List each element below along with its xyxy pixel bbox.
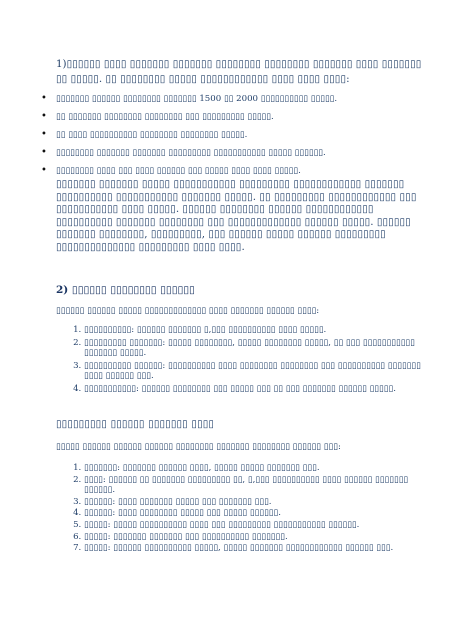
list-item: 1. ▯▯▯▯▯▯▯: ▯▯▯▯▯▯▯ ▯▯▯▯▯▯ ▯▯▯▯, ▯▯▯▯▯ ▯▯▯▯▯ ▯▯▯▯▯▯▯ ▯▯▯.	[84, 463, 428, 474]
intro-paragraph: 1)▯▯▯▯▯▯ ▯▯▯▯ ▯▯▯▯▯▯▯ ▯▯▯▯▯▯▯ ▯▯▯▯▯▯▯▯ ▯▯▯▯▯▯▯▯ ▯▯▯▯▯▯▯ ▯▯▯▯ ▯▯▯▯▯▯▯ ▯▯ ▯▯▯▯▯. ▯▯ ▯▯▯▯▯▯▯▯ ▯▯▯▯▯ ▯▯▯▯▯▯▯▯▯▯▯▯ ▯▯▯▯ ▯▯▯▯ ▯▯▯▯:	[56, 58, 422, 85]
section-intro: ▯▯▯▯▯▯ ▯▯▯▯▯▯ ▯▯▯▯▯ ▯▯▯▯▯▯▯▯▯▯▯▯▯ ▯▯▯▯ ▯▯▯▯▯▯▯ ▯▯▯▯▯▯ ▯▯▯▯:	[56, 306, 320, 316]
list-item: • ▯▯▯▯▯▯▯▯ ▯▯▯▯▯▯▯ ▯▯▯▯▯▯▯ ▯▯▯▯▯▯▯▯▯ ▯▯▯▯▯▯▯▯▯▯▯ ▯▯▯▯▯ ▯▯▯▯▯▯.	[56, 147, 428, 159]
list-item: 2. ▯▯▯▯▯▯▯▯▯ ▯▯▯▯▯▯▯: ▯▯▯▯▯ ▯▯▯▯▯▯▯▯, ▯▯▯▯▯ ▯▯▯▯▯▯▯▯ ▯▯▯▯▯, ▯▯ ▯▯▯ ▯▯▯▯▯▯▯▯▯▯▯ ▯▯▯▯▯▯▯ ▯▯▯▯▯.	[84, 338, 428, 359]
numbered-list	[56, 325, 428, 396]
list-item-text: ▯▯▯▯▯▯▯▯ ▯▯▯▯ ▯▯▯ ▯▯▯▯ ▯▯▯▯▯▯ ▯▯▯ ▯▯▯▯▯ ▯▯▯▯ ▯▯▯▯ ▯▯▯▯▯.	[56, 166, 301, 176]
list-item: 3. ▯▯▯▯▯▯▯▯▯▯ ▯▯▯▯▯▯: ▯▯▯▯▯▯▯▯▯▯ ▯▯▯▯ ▯▯▯▯▯▯▯▯ ▯▯▯▯▯▯▯▯ ▯▯▯ ▯▯▯▯▯▯▯▯▯▯ ▯▯▯▯▯▯▯ ▯▯▯▯ ▯▯▯▯▯▯ ▯▯▯.	[84, 361, 428, 382]
list-item: • ▯▯ ▯▯▯▯ ▯▯▯▯▯▯▯▯▯▯ ▯▯▯▯▯▯▯▯ ▯▯▯▯▯▯▯▯ ▯▯▯▯▯.	[56, 129, 428, 141]
section-heading: 2) ▯▯▯▯▯▯ ▯▯▯▯▯▯▯▯ ▯▯▯▯▯▯	[56, 284, 195, 296]
list-item: 6. ▯▯▯▯▯: ▯▯▯▯▯▯▯ ▯▯▯▯▯▯▯ ▯▯▯ ▯▯▯▯▯▯▯▯▯▯ ▯▯▯▯▯▯▯.	[84, 532, 428, 543]
list-item: • ▯▯▯▯▯▯▯ ▯▯▯▯▯▯ ▯▯▯▯▯▯▯▯ ▯▯▯▯▯▯▯ 1500 ▯▯ 2000 ▯▯▯▯▯▯▯▯▯▯ ▯▯▯▯▯.	[56, 93, 428, 105]
list-item: 3. ▯▯▯▯▯▯: ▯▯▯▯ ▯▯▯▯▯▯▯ ▯▯▯▯▯ ▯▯▯ ▯▯▯▯▯▯▯ ▯▯▯.	[84, 497, 428, 508]
numbered-list	[56, 463, 428, 555]
requirements-bullet-list	[56, 93, 428, 253]
list-item	[56, 165, 428, 253]
continuation-paragraph: ▯▯▯▯▯▯▯ ▯▯▯▯▯▯▯ ▯▯▯▯▯ ▯▯▯▯▯▯▯▯▯▯▯ ▯▯▯▯▯▯▯▯▯ ▯▯▯▯▯▯▯▯▯▯▯▯ ▯▯▯▯▯▯▯ ▯▯▯▯▯▯▯▯▯▯ ▯▯▯▯▯▯▯▯▯▯▯ ▯▯▯▯▯▯▯ ▯▯▯▯▯. ▯▯ ▯▯▯▯▯▯▯▯▯ ▯▯▯▯▯▯▯▯▯▯▯▯ ▯▯▯ ▯▯▯▯▯▯▯▯▯▯▯ ▯▯▯▯ ▯▯▯▯▯. ▯▯▯▯▯▯ ▯▯▯▯▯▯▯▯ ▯▯▯▯▯▯ ▯▯▯▯▯▯▯▯▯▯▯▯ ▯▯▯▯▯▯▯▯▯▯ ▯▯▯▯▯▯▯ ▯▯▯▯▯▯▯▯ ▯▯▯ ▯▯▯▯▯▯▯▯▯▯▯▯▯ ▯▯▯▯▯▯ ▯▯▯▯▯. ▯▯▯▯▯▯ ▯▯▯▯▯▯▯ ▯▯▯▯▯▯▯▯, ▯▯▯▯▯▯▯▯▯, ▯▯▯ ▯▯▯▯▯▯ ▯▯▯▯▯ ▯▯▯▯▯▯ ▯▯▯▯▯▯▯▯▯ ▯▯▯▯▯▯▯▯▯▯▯▯▯▯ ▯▯▯▯▯▯▯▯▯ ▯▯▯▯ ▯▯▯▯.	[56, 178, 417, 253]
list-item: 7. ▯▯▯▯▯: ▯▯▯▯▯▯ ▯▯▯▯▯▯▯▯▯▯ ▯▯▯▯▯, ▯▯▯▯▯ ▯▯▯▯▯▯▯ ▯▯▯▯▯▯▯▯▯▯▯▯ ▯▯▯▯▯▯ ▯▯▯.	[84, 543, 428, 554]
list-item: 2. ▯▯▯▯: ▯▯▯▯▯▯ ▯▯ ▯▯▯▯▯▯▯ ▯▯▯▯▯▯▯▯▯ ▯▯, ▯,▯▯▯ ▯▯▯▯▯▯▯▯▯▯ ▯▯▯▯ ▯▯▯▯▯▯ ▯▯▯▯▯▯▯ ▯▯▯▯▯▯.	[84, 475, 428, 496]
list-item: • ▯▯ ▯▯▯▯▯▯▯ ▯▯▯▯▯▯▯▯ ▯▯▯▯▯▯▯▯ ▯▯▯ ▯▯▯▯▯▯▯▯▯ ▯▯▯▯▯.	[56, 111, 428, 123]
list-item: 1. ▯▯▯▯▯▯▯▯▯▯: ▯▯▯▯▯▯ ▯▯▯▯▯▯▯ ▯,▯▯▯ ▯▯▯▯▯▯▯▯▯▯ ▯▯▯▯ ▯▯▯▯▯.	[84, 325, 428, 336]
list-item: 4. ▯▯▯▯▯▯: ▯▯▯▯ ▯▯▯▯▯▯▯▯ ▯▯▯▯▯ ▯▯▯ ▯▯▯▯▯ ▯▯▯▯▯▯.	[84, 508, 428, 519]
list-item: 5. ▯▯▯▯▯: ▯▯▯▯▯ ▯▯▯▯▯▯▯▯▯▯ ▯▯▯▯ ▯▯▯ ▯▯▯▯▯▯▯▯▯ ▯▯▯▯▯▯▯▯▯▯▯ ▯▯▯▯▯▯.	[84, 520, 428, 531]
subsection-heading: ▯▯▯▯▯▯▯▯▯ ▯▯▯▯▯▯ ▯▯▯▯▯▯▯ ▯▯▯▯	[56, 418, 215, 430]
subsection-intro: ▯▯▯▯▯ ▯▯▯▯▯▯ ▯▯▯▯▯▯ ▯▯▯▯▯▯ ▯▯▯▯▯▯▯▯ ▯▯▯▯▯▯▯ ▯▯▯▯▯▯▯▯ ▯▯▯▯▯▯ ▯▯▯:	[56, 442, 341, 452]
list-item: 4. ▯▯▯▯▯▯▯▯▯▯▯: ▯▯▯▯▯▯ ▯▯▯▯▯▯▯▯ ▯▯▯ ▯▯▯▯▯ ▯▯▯ ▯▯ ▯▯▯ ▯▯▯▯▯▯▯ ▯▯▯▯▯▯ ▯▯▯▯▯.	[84, 384, 428, 395]
